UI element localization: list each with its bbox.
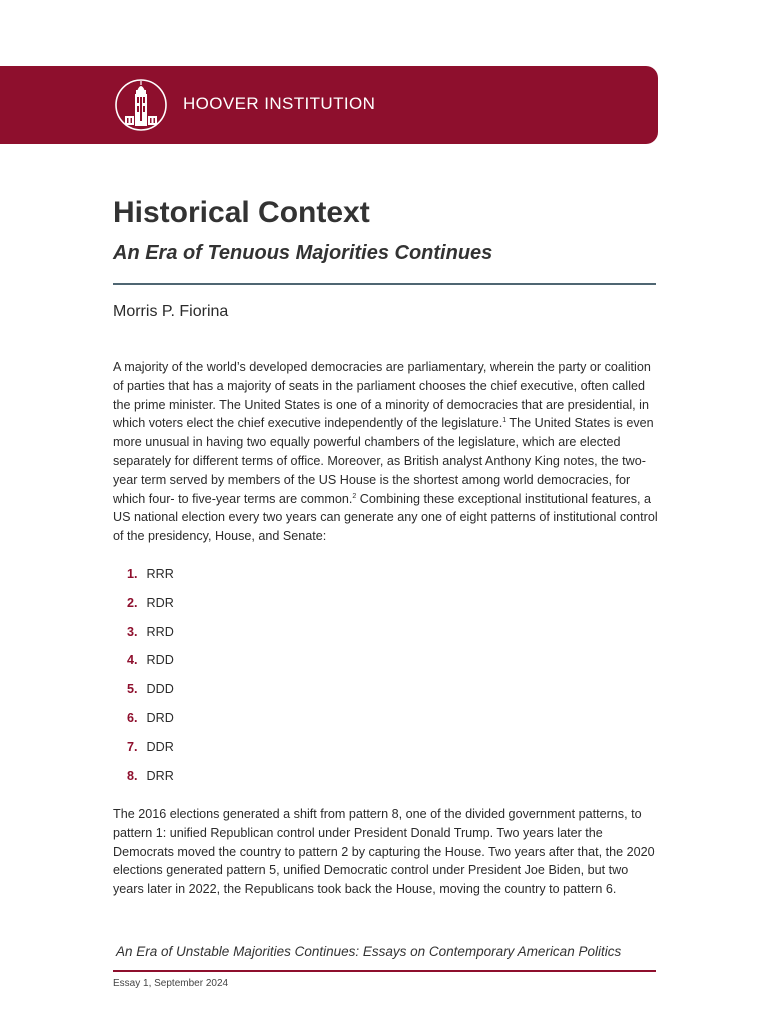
author-name: Morris P. Fiorina	[113, 303, 229, 320]
list-text: RRR	[146, 567, 174, 581]
list-number: 5.	[127, 682, 138, 697]
series-title: An Era of Unstable Majorities Continues: Essays on Contemporary American Politics	[116, 944, 622, 959]
list-number: 3.	[127, 624, 138, 639]
list-number: 7.	[127, 739, 138, 754]
list-item	[127, 564, 174, 593]
page-title: Historical Context	[113, 196, 370, 229]
list-text: RDR	[146, 595, 174, 610]
pattern-list	[127, 564, 174, 794]
list-item	[127, 737, 174, 766]
list-text: DRD	[146, 710, 174, 725]
title-divider	[113, 283, 656, 285]
list-text: DDR	[146, 739, 174, 754]
elections-paragraph: The 2016 elections generated a shift from pattern 8, one of the divided government patterns, to pattern 1: unified Republican control under President Donald Trump. Two years later the Democrats moved the country to pattern 2 by capturing the House. Two years after that, the 2020 elections generated pattern 5, unified Democratic control under President Joe Biden, but two years later in 2022, the Republicans took back the House, moving the country to pattern 6.	[113, 807, 655, 897]
list-text: DDD	[146, 682, 174, 697]
organization-name: HOOVER INSTITUTION	[183, 94, 376, 113]
footnote-ref-2[interactable]: 2	[352, 492, 357, 500]
list-number: 4.	[127, 653, 138, 668]
hoover-tower-icon	[114, 78, 168, 132]
list-text: RDD	[146, 653, 174, 668]
list-number: 6.	[127, 710, 138, 725]
list-number: 1.	[127, 567, 138, 581]
intro-text-2: The United States is even more unusual in having two equally powerful chambers of the legislature, which are elected separately for different terms of office. Moreover, as British analyst Anthony King notes, the two-year term served by members of the US House is the shortest among world democracies, for which four- to five-year terms are common.	[113, 416, 654, 506]
list-number: 2.	[127, 595, 138, 610]
list-item	[127, 622, 174, 651]
intro-text-3: Combining these exceptional institutional features, a US national election every two years can generate any one of eight patterns of institutional control of the presidency, House, and Senate:	[113, 491, 658, 544]
list-number: 8.	[127, 768, 138, 783]
essay-info: Essay 1, September 2024	[113, 978, 229, 989]
list-item	[127, 650, 174, 679]
page-subtitle: An Era of Tenuous Majorities Continues	[113, 242, 493, 264]
list-item	[127, 679, 174, 708]
list-text: DRR	[146, 768, 174, 783]
list-item	[127, 766, 174, 795]
footer-divider	[113, 970, 656, 972]
intro-paragraph	[113, 358, 658, 546]
list-text: RRD	[146, 624, 174, 639]
list-item	[127, 593, 174, 622]
footnote-ref-1[interactable]: 1	[502, 417, 507, 425]
list-item	[127, 708, 174, 737]
intro-text-1: A majority of the world’s developed democracies are parliamentary, wherein the party or coalition of parties that has a majority of seats in the parliament chooses the chief executive, often called the prime minister. The United States is one of a minority of democracies that are presidential, in which voters elect the chief executive independently of the legislature.	[113, 360, 651, 431]
